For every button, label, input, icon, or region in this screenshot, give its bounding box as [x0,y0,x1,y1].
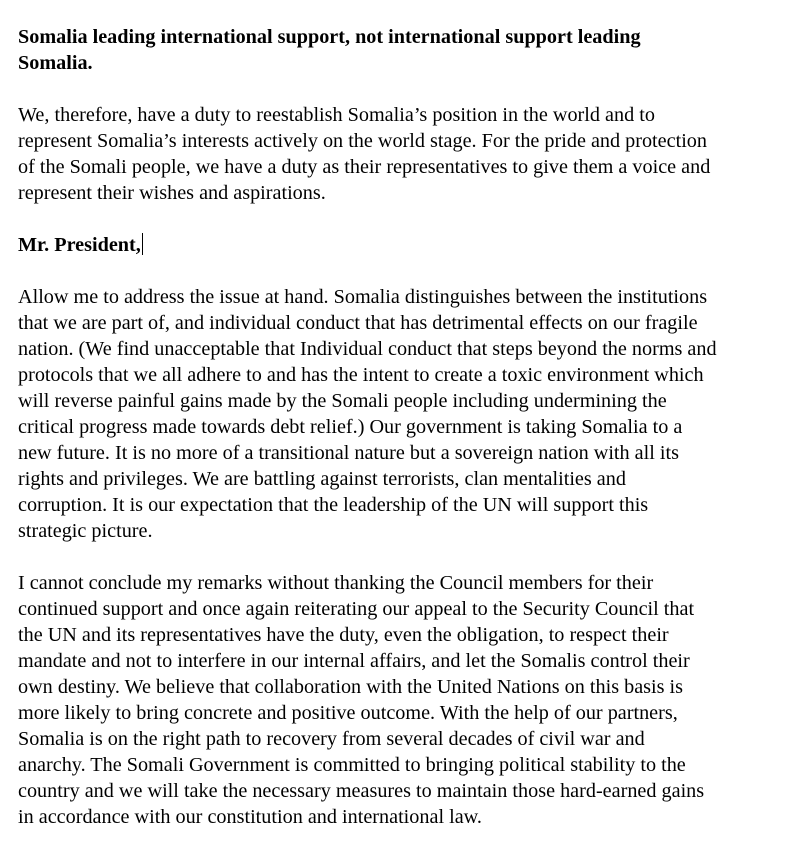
text-line: nation. (We find unacceptable that Individual conduct that steps beyond the norms and [18,338,717,360]
text-line: rights and privileges. We are battling against terrorists, clan mentalities and [18,468,626,490]
text-line: that we are part of, and individual conduct that has detrimental effects on our fragile [18,312,698,334]
text-line: anarchy. The Somali Government is committed to bringing political stability to the [18,754,686,776]
text-line: own destiny. We believe that collaboration with the United Nations on this basis is [18,676,684,698]
text-line: critical progress made towards debt relief.) Our government is taking Somalia to a [18,416,683,438]
text-line: in accordance with our constitution and international law. [18,806,482,828]
text-line: protocols that we all adhere to and has the intent to create a toxic environment which [18,364,704,386]
heading-line: Somalia leading international support, not international support leading [18,26,641,48]
text-line: country and we will take the necessary measures to maintain those hard-earned gains [18,780,705,802]
salutation-paragraph [18,232,804,258]
paragraph-3 [18,570,804,830]
text-line: of the Somali people, we have a duty as their representatives to give them a voice and [18,156,711,178]
salutation-line[interactable] [18,232,804,258]
text-line: continued support and once again reiterating our appeal to the Security Council that [18,598,695,620]
text-line: I cannot conclude my remarks without thanking the Council members for their [18,572,654,594]
text-line: Allow me to address the issue at hand. Somalia distinguishes between the institutions [18,286,708,308]
text-line: new future. It is no more of a transitional nature but a sovereign nation with all its [18,442,679,464]
text-line: strategic picture. [18,520,153,542]
text-line: We, therefore, have a duty to reestablish Somalia’s position in the world and to [18,104,655,126]
text-line: corruption. It is our expectation that the leadership of the UN will support this [18,494,649,516]
text-cursor [142,233,143,255]
text-line: the UN and its representatives have the duty, even the obligation, to respect their [18,624,669,646]
text-line: Somalia is on the right path to recovery from several decades of civil war and [18,728,645,750]
text-line: mandate and not to interfere in our internal affairs, and let the Somalis control their [18,650,690,672]
heading-paragraph [18,24,804,76]
text-line: more likely to bring concrete and positive outcome. With the help of our partners, [18,702,678,724]
document-page [18,24,804,856]
paragraph-2 [18,284,804,544]
text-line: represent their wishes and aspirations. [18,182,326,204]
text-line: will reverse painful gains made by the Somali people including undermining the [18,390,667,412]
text-line: represent Somalia’s interests actively on the world stage. For the pride and protection [18,130,707,152]
salutation-text: Mr. President, [18,234,141,256]
heading-line: Somalia. [18,52,93,74]
paragraph-1 [18,102,804,206]
